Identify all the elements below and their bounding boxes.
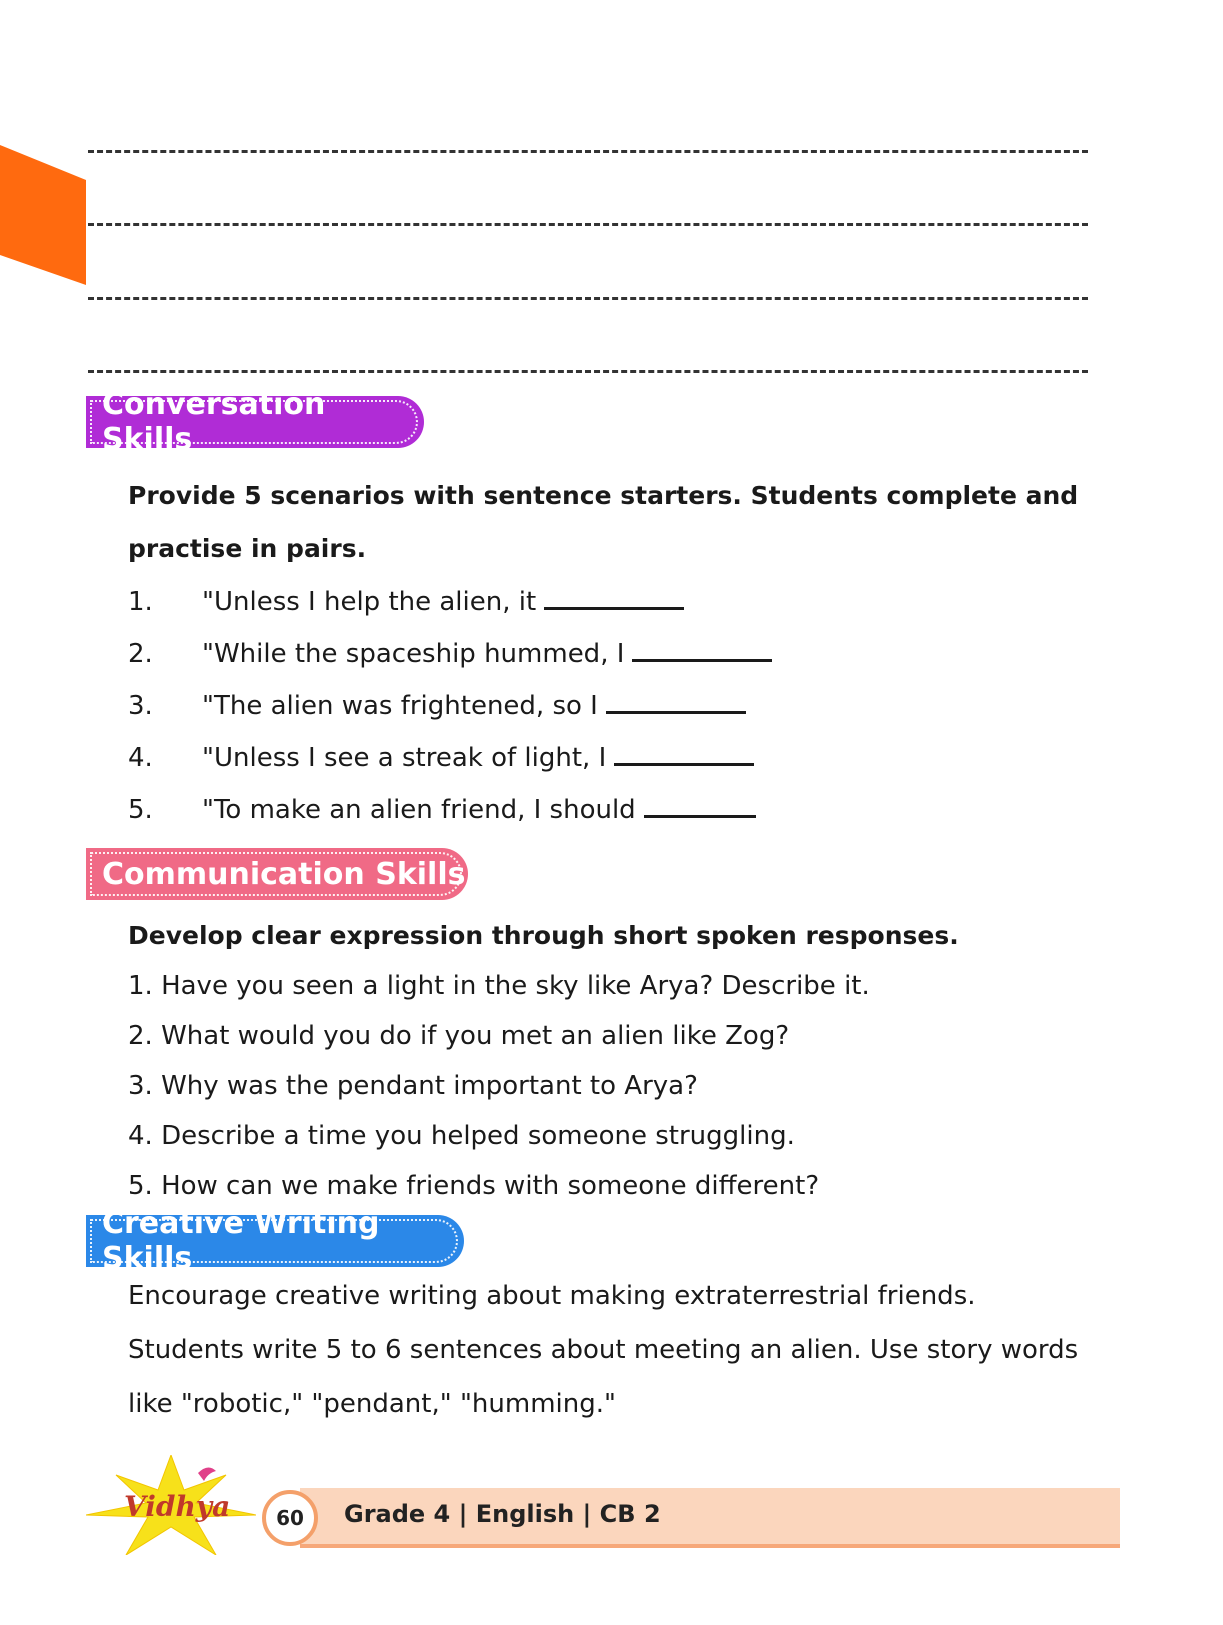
list-item-text: "Unless I help the alien, it bbox=[202, 587, 537, 617]
conversation-skills-heading bbox=[86, 387, 424, 457]
page-number: 60 bbox=[276, 1506, 304, 1530]
creative-instruction-line3: like "robotic," "pendant," "humming." bbox=[128, 1389, 616, 1419]
creative-heading-text: Creative Writing Skills bbox=[102, 1206, 380, 1276]
answer-blank[interactable] bbox=[606, 711, 746, 714]
conversation-heading-text: Conversation Skills bbox=[102, 387, 326, 457]
list-item-number: 2. bbox=[128, 639, 153, 669]
list-item-text: "The alien was frightened, so I bbox=[202, 691, 598, 721]
question-item: 1. Have you seen a light in the sky like Arya? Describe it. bbox=[128, 971, 870, 1001]
list-item-number: 4. bbox=[128, 743, 153, 773]
answer-blank[interactable] bbox=[632, 659, 772, 662]
list-item-text: "While the spaceship hummed, I bbox=[202, 639, 625, 669]
list-item-number: 3. bbox=[128, 691, 153, 721]
list-item bbox=[202, 691, 746, 721]
writing-line bbox=[88, 150, 1088, 153]
corner-accent-shape bbox=[0, 0, 90, 300]
writing-line bbox=[88, 223, 1088, 226]
question-item: 5. How can we make friends with someone different? bbox=[128, 1171, 820, 1201]
communication-skills-heading bbox=[86, 848, 468, 900]
creative-writing-skills-heading bbox=[86, 1206, 464, 1276]
list-item-number: 1. bbox=[128, 587, 153, 617]
list-item-number: 5. bbox=[128, 795, 153, 825]
footer-text: Grade 4 | English | CB 2 bbox=[344, 1500, 661, 1528]
list-item-text: "Unless I see a streak of light, I bbox=[202, 743, 607, 773]
answer-blank[interactable] bbox=[644, 815, 756, 818]
logo-wordmark: Vidhya bbox=[124, 1490, 231, 1523]
list-item-text: "To make an alien friend, I should bbox=[202, 795, 636, 825]
creative-instruction-line1: Encourage creative writing about making extraterrestrial friends. bbox=[128, 1281, 976, 1311]
page-number-badge bbox=[262, 1490, 318, 1546]
list-item bbox=[202, 639, 772, 669]
question-item: 4. Describe a time you helped someone struggling. bbox=[128, 1121, 795, 1151]
answer-blank[interactable] bbox=[614, 763, 754, 766]
list-item bbox=[202, 795, 756, 825]
writing-line bbox=[88, 297, 1088, 300]
creative-instruction-line2: Students write 5 to 6 sentences about meeting an alien. Use story words bbox=[128, 1335, 1079, 1365]
communication-instruction: Develop clear expression through short spoken responses. bbox=[128, 921, 959, 950]
list-item bbox=[202, 743, 754, 773]
question-item: 2. What would you do if you met an alien like Zog? bbox=[128, 1021, 790, 1051]
communication-heading-text: Communication Skills bbox=[102, 856, 466, 892]
conversation-instruction-line1: Provide 5 scenarios with sentence starters. Students complete and bbox=[128, 481, 1079, 510]
conversation-instruction-line2: practise in pairs. bbox=[128, 534, 367, 563]
question-item: 3. Why was the pendant important to Arya? bbox=[128, 1071, 698, 1101]
writing-line bbox=[88, 370, 1088, 373]
list-item bbox=[202, 587, 684, 617]
answer-blank[interactable] bbox=[544, 607, 684, 610]
